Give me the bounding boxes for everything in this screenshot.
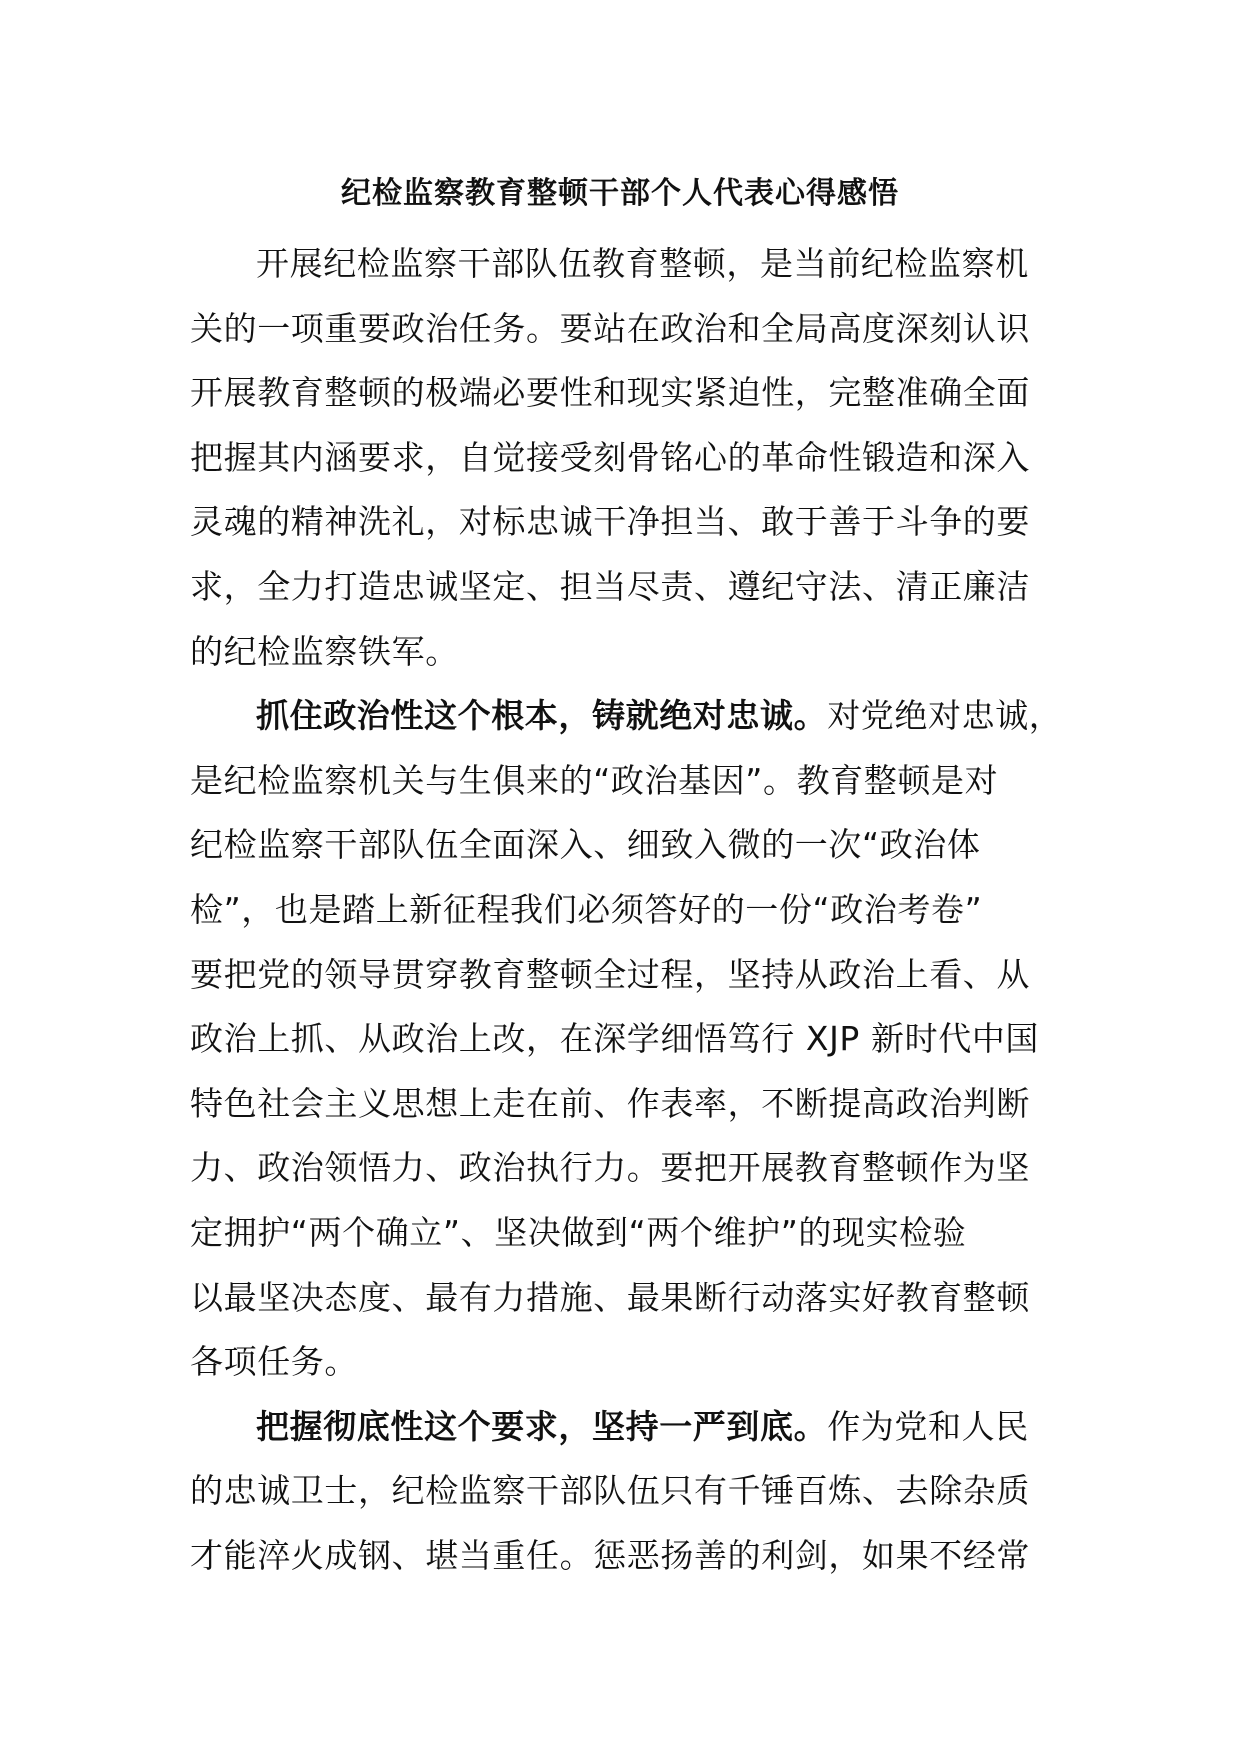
paragraph-3-line-2: 的忠诚卫士，纪检监察干部队伍只有千锤百炼、去除杂质 (190, 1471, 1030, 1511)
paragraph-2-first-line (190, 684, 1063, 749)
paragraph-2-line-6: 政治上抓、从政治上改，在深学细悟笃行 XJP 新时代中国 (190, 1019, 1040, 1059)
paragraph-1-line-4: 把握其内涵要求，自觉接受刻骨铭心的革命性锻造和深入 (190, 437, 1030, 477)
paragraph-1-line-3: 开展教育整顿的极端必要性和现实紧迫性，完整准确全面 (190, 373, 1030, 413)
paragraph-3-heading: 把握彻底性这个要求，坚持一严到底。 (256, 1406, 828, 1446)
paragraph-2-line-5: 要把党的领导贯穿教育整顿全过程，坚持从政治上看、从 (190, 954, 1030, 994)
paragraph-2-line-2: 是纪检监察机关与生俱来的“政治基因”。教育整顿是对 (190, 760, 999, 800)
paragraph-2-heading: 抓住政治性这个根本，铸就绝对忠诚。 (256, 696, 828, 736)
document-title: 纪检监察教育整顿干部个人代表心得感悟 (341, 176, 899, 211)
paragraph-2-line-10: 以最坚决态度、最有力措施、最果断行动落实好教育整顿 (190, 1277, 1030, 1317)
paragraph-3-line-3: 才能淬火成钢、堪当重任。惩恶扬善的利剑，如果不经常 (190, 1535, 1030, 1575)
paragraph-2-line-7: 特色社会主义思想上走在前、作表率，不断提高政治判断 (190, 1083, 1030, 1123)
paragraph-3-first-line (190, 1395, 1060, 1460)
paragraph-1-line-6: 求，全力打造忠诚坚定、担当尽责、遵纪守法、清正廉洁 (190, 566, 1030, 606)
paragraph-2-line-4: 检”，也是踏上新征程我们必须答好的一份“政治考卷” (190, 889, 983, 929)
paragraph-1-line-1: 开展纪检监察干部队伍教育整顿，是当前纪检监察机 (256, 244, 1029, 283)
paragraph-1-line-7: 的纪检监察铁军。 (190, 631, 459, 671)
paragraph-2-line-9: 定拥护“两个确立”、坚决做到“两个维护”的现实检验 (190, 1212, 967, 1252)
paragraph-3-first-line-rest: 作为党和人民 (827, 1406, 1029, 1446)
paragraph-2-line-3: 纪检监察干部队伍全面深入、细致入微的一次“政治体 (190, 825, 981, 865)
paragraph-2-first-line-rest: 对党绝对忠诚， (827, 696, 1063, 736)
paragraph-2-line-8: 力、政治领悟力、政治执行力。要把开展教育整顿作为坚 (190, 1148, 1030, 1188)
paragraph-2-line-11: 各项任务。 (190, 1342, 358, 1382)
paragraph-1-line-2: 关的一项重要政治任务。要站在政治和全局高度深刻认识 (190, 308, 1030, 348)
paragraph-1-line-5: 灵魂的精神洗礼，对标忠诚干净担当、敢于善于斗争的要 (190, 502, 1030, 542)
document-body (190, 232, 1063, 1588)
